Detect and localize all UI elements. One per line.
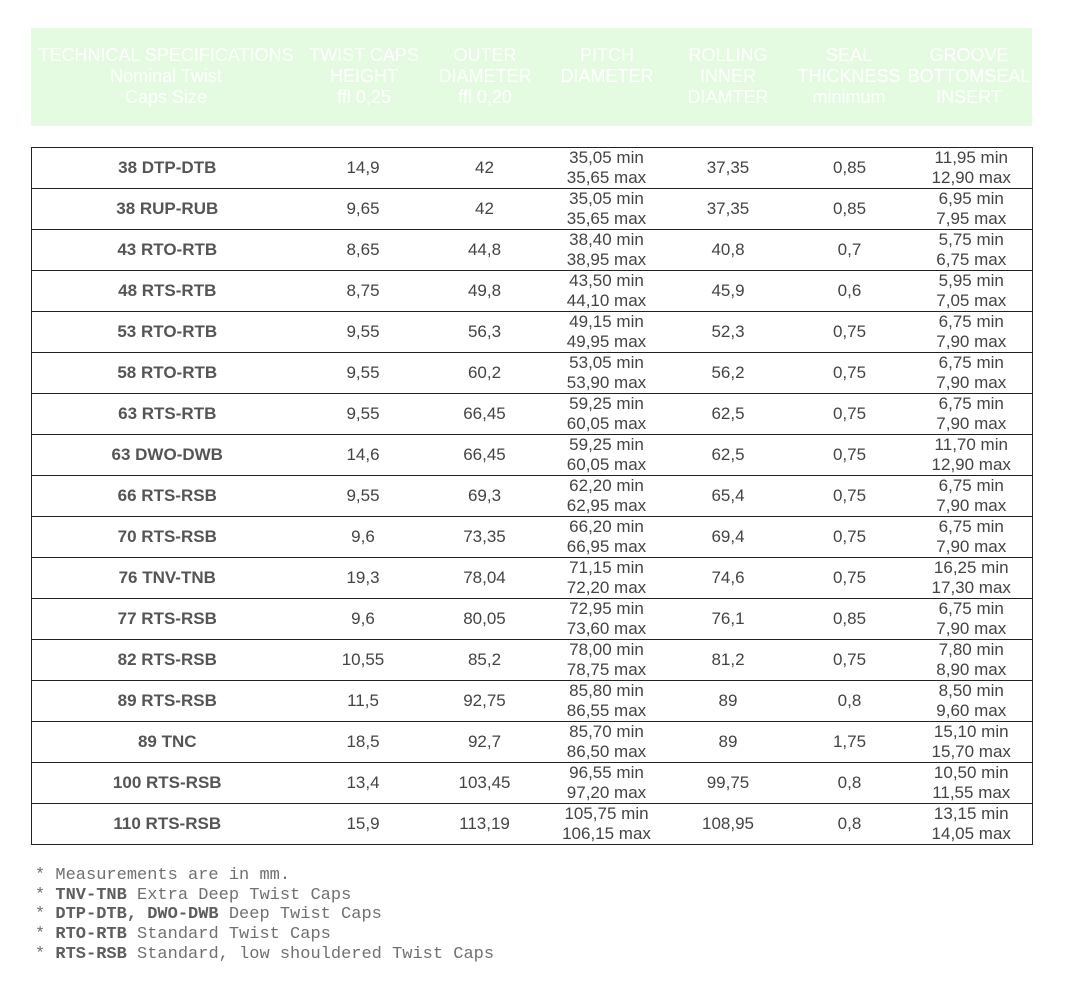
cell-pitch-diameter	[546, 230, 668, 271]
cell-groove-insert	[911, 271, 1033, 312]
cell-seal-thickness: 0,85	[789, 599, 911, 640]
cell-pitch-diameter	[546, 148, 668, 189]
cell-groove-insert-max: 14,05 max	[931, 824, 1011, 843]
header-groove-bottomseal-insert: GROOVE BOTTOMSEAL INSERT	[907, 45, 1031, 107]
cell-pitch-diameter	[546, 517, 668, 558]
footnote-code: DTP-DTB, DWO-DWB	[55, 905, 219, 925]
cell-pitch-diameter-min: 66,20 min	[569, 517, 644, 536]
cell-groove-insert-max: 11,55 max	[932, 783, 1011, 802]
cell-size: 100 RTS-RSB	[32, 763, 303, 804]
cell-groove-insert-max: 7,90 max	[936, 619, 1007, 638]
cell-rolling-inner-diameter: 62,5	[668, 435, 789, 476]
cell-pitch-diameter-min: 105,75 min	[564, 804, 649, 823]
cell-pitch-diameter-max: 72,20 max	[566, 578, 647, 597]
cell-groove-insert-min: 6,75 min	[938, 394, 1004, 413]
footnote-text: Measurements are in mm.	[55, 866, 291, 885]
cell-outer-diameter: 78,04	[424, 558, 546, 599]
cell-groove-insert	[911, 312, 1033, 353]
cell-seal-thickness: 0,75	[789, 476, 911, 517]
cell-height: 9,6	[303, 517, 424, 558]
cell-height: 8,65	[303, 230, 424, 271]
cell-rolling-inner-diameter: 74,6	[668, 558, 789, 599]
cell-size: 43 RTO-RTB	[32, 230, 303, 271]
header-seal-thickness: SEAL THICKNESS minimum	[797, 45, 901, 107]
cell-groove-insert	[911, 394, 1033, 435]
footnote-line	[35, 905, 494, 925]
cell-groove-insert-max: 7,90 max	[936, 414, 1007, 433]
cell-pitch-diameter	[546, 394, 668, 435]
cell-pitch-diameter-max: 35,65 max	[566, 209, 647, 228]
cell-groove-insert	[911, 804, 1033, 845]
footnote-code: RTS-RSB	[55, 944, 127, 964]
cell-groove-insert-max: 7,05 max	[936, 291, 1007, 310]
footnote-bullet: *	[35, 925, 56, 945]
cell-groove-insert-min: 16,25 min	[933, 558, 1009, 577]
cell-pitch-diameter-max: 53,90 max	[566, 373, 647, 392]
cell-pitch-diameter-min: 49,15 min	[569, 312, 644, 331]
cell-pitch-diameter-max: 97,20 max	[566, 783, 647, 802]
cell-groove-insert-max: 8,90 max	[936, 660, 1007, 679]
cell-outer-diameter: 80,05	[424, 599, 546, 640]
cell-groove-insert-max: 9,60 max	[936, 701, 1007, 720]
cell-groove-insert-min: 6,75 min	[938, 312, 1004, 331]
cell-pitch-diameter-max: 38,95 max	[566, 250, 647, 269]
cell-groove-insert-min: 11,70 min	[934, 435, 1008, 454]
cell-pitch-diameter-max: 49,95 max	[566, 332, 647, 351]
table-row	[32, 353, 1033, 394]
table-row	[32, 394, 1033, 435]
header-size: TECHNICAL SPECIFICATIONS Nominal Twist Caps Size	[38, 45, 294, 107]
footnote-bullet: *	[35, 944, 56, 964]
cell-pitch-diameter-min: 96,55 min	[569, 763, 644, 782]
cell-height: 13,4	[303, 763, 424, 804]
cell-groove-insert-min: 5,75 min	[938, 230, 1004, 249]
cell-groove-insert	[911, 599, 1033, 640]
cell-groove-insert	[911, 763, 1033, 804]
cell-seal-thickness: 0,7	[789, 230, 911, 271]
cell-rolling-inner-diameter: 81,2	[668, 640, 789, 681]
cell-seal-thickness: 0,75	[789, 353, 911, 394]
table-row	[32, 640, 1033, 681]
cell-pitch-diameter	[546, 312, 668, 353]
cell-groove-insert-min: 13,15 min	[933, 804, 1009, 823]
cell-height: 18,5	[303, 722, 424, 763]
cell-height: 15,9	[303, 804, 424, 845]
cell-height: 9,6	[303, 599, 424, 640]
cell-size: 38 RUP-RUB	[32, 189, 303, 230]
cell-size: 48 RTS-RTB	[32, 271, 303, 312]
cell-outer-diameter: 42	[424, 189, 546, 230]
cell-rolling-inner-diameter: 89	[668, 681, 789, 722]
cell-size: 77 RTS-RSB	[32, 599, 303, 640]
cell-pitch-diameter-min: 35,05 min	[569, 189, 644, 208]
cell-groove-insert-min: 8,50 min	[938, 681, 1004, 700]
cell-outer-diameter: 66,45	[424, 394, 546, 435]
cell-rolling-inner-diameter: 40,8	[668, 230, 789, 271]
cell-groove-insert-min: 6,95 min	[938, 189, 1004, 208]
cell-size: 63 RTS-RTB	[32, 394, 303, 435]
cell-groove-insert-min: 10,50 min	[933, 763, 1009, 782]
cell-groove-insert-max: 12,90 max	[931, 455, 1011, 474]
cell-seal-thickness: 0,75	[789, 394, 911, 435]
cell-groove-insert	[911, 722, 1033, 763]
cell-pitch-diameter-max: 106,15 max	[562, 824, 651, 843]
cell-height: 19,3	[303, 558, 424, 599]
footnote-code: RTO-RTB	[55, 925, 127, 945]
cell-pitch-diameter-min: 62,20 min	[569, 476, 644, 495]
footnote-bullet: *	[35, 866, 56, 885]
cell-outer-diameter: 113,19	[424, 804, 546, 845]
table-row	[32, 435, 1033, 476]
cell-rolling-inner-diameter: 62,5	[668, 394, 789, 435]
cell-size: 38 DTP-DTB	[32, 148, 303, 189]
cell-pitch-diameter	[546, 763, 668, 804]
footnote-text: Deep Twist Caps	[218, 905, 382, 925]
cell-pitch-diameter	[546, 640, 668, 681]
header-height: TWIST CAPS HEIGHT ffl 0,25	[309, 45, 419, 107]
cell-rolling-inner-diameter: 56,2	[668, 353, 789, 394]
cell-pitch-diameter-max: 35,65 max	[566, 168, 647, 187]
cell-height: 9,65	[303, 189, 424, 230]
cell-size: 110 RTS-RSB	[32, 804, 303, 845]
cell-rolling-inner-diameter: 52,3	[668, 312, 789, 353]
cell-height: 11,5	[303, 681, 424, 722]
cell-groove-insert	[911, 517, 1033, 558]
footnote-line	[35, 945, 494, 965]
cell-seal-thickness: 0,8	[789, 681, 911, 722]
cell-pitch-diameter-min: 72,95 min	[569, 599, 644, 618]
cell-groove-insert-max: 12,90 max	[931, 168, 1011, 187]
table-row	[32, 558, 1033, 599]
cell-outer-diameter: 92,75	[424, 681, 546, 722]
header-rolling-inner-diameter: ROLLING INNER DIAMTER	[687, 45, 769, 107]
cell-groove-insert	[911, 558, 1033, 599]
cell-outer-diameter: 73,35	[424, 517, 546, 558]
footnote-bullet: *	[35, 905, 56, 925]
cell-pitch-diameter-max: 73,60 max	[566, 619, 647, 638]
cell-groove-insert	[911, 230, 1033, 271]
cell-groove-insert-min: 6,75 min	[938, 599, 1004, 618]
cell-pitch-diameter-max: 60,05 max	[566, 455, 647, 474]
cell-rolling-inner-diameter: 45,9	[668, 271, 789, 312]
cell-groove-insert-min: 5,95 min	[938, 271, 1004, 290]
cell-groove-insert	[911, 476, 1033, 517]
cell-height: 9,55	[303, 394, 424, 435]
cell-seal-thickness: 0,75	[789, 435, 911, 476]
cell-size: 58 RTO-RTB	[32, 353, 303, 394]
cell-outer-diameter: 69,3	[424, 476, 546, 517]
cell-rolling-inner-diameter: 99,75	[668, 763, 789, 804]
cell-outer-diameter: 60,2	[424, 353, 546, 394]
cell-pitch-diameter-min: 59,25 min	[569, 394, 644, 413]
table-row	[32, 681, 1033, 722]
footnote-text: Standard, low shouldered Twist Caps	[126, 944, 495, 964]
table-row	[32, 722, 1033, 763]
footnotes	[35, 866, 494, 965]
cell-seal-thickness: 0,85	[789, 189, 911, 230]
cell-seal-thickness: 1,75	[789, 722, 911, 763]
table-row	[32, 763, 1033, 804]
cell-pitch-diameter	[546, 476, 668, 517]
cell-groove-insert-max: 17,30 max	[931, 578, 1011, 597]
cell-pitch-diameter	[546, 435, 668, 476]
cell-groove-insert-min: 6,75 min	[938, 353, 1004, 372]
footnote-line	[35, 866, 494, 886]
cell-seal-thickness: 0,75	[789, 640, 911, 681]
cell-rolling-inner-diameter: 108,95	[668, 804, 789, 845]
cell-groove-insert	[911, 435, 1033, 476]
cell-groove-insert-max: 6,75 max	[936, 250, 1007, 269]
cell-groove-insert	[911, 681, 1033, 722]
cell-pitch-diameter-min: 85,80 min	[569, 681, 644, 700]
cell-height: 14,9	[303, 148, 424, 189]
cell-pitch-diameter	[546, 722, 668, 763]
footnote-text: Standard Twist Caps	[126, 925, 331, 945]
cell-rolling-inner-diameter: 89	[668, 722, 789, 763]
cell-groove-insert-max: 7,90 max	[936, 537, 1007, 556]
cell-seal-thickness: 0,75	[789, 558, 911, 599]
cell-size: 76 TNV-TNB	[32, 558, 303, 599]
cell-groove-insert	[911, 189, 1033, 230]
cell-groove-insert-min: 15,10 min	[933, 722, 1009, 741]
table-row	[32, 230, 1033, 271]
cell-pitch-diameter-max: 86,55 max	[566, 701, 647, 720]
cell-seal-thickness: 0,6	[789, 271, 911, 312]
cell-rolling-inner-diameter: 69,4	[668, 517, 789, 558]
cell-groove-insert-max: 7,90 max	[936, 496, 1007, 515]
cell-seal-thickness: 0,85	[789, 148, 911, 189]
cell-pitch-diameter-min: 53,05 min	[569, 353, 644, 372]
cell-pitch-diameter-max: 62,95 max	[566, 496, 647, 515]
footnote-text: Extra Deep Twist Caps	[126, 885, 352, 905]
cell-groove-insert-max: 7,90 max	[936, 332, 1007, 351]
cell-size: 89 RTS-RSB	[32, 681, 303, 722]
table-row	[32, 476, 1033, 517]
cell-pitch-diameter-min: 85,70 min	[569, 722, 644, 741]
table-row	[32, 189, 1033, 230]
cell-seal-thickness: 0,75	[789, 517, 911, 558]
cell-outer-diameter: 66,45	[424, 435, 546, 476]
cell-size: 53 RTO-RTB	[32, 312, 303, 353]
cell-pitch-diameter	[546, 804, 668, 845]
cell-groove-insert-max: 7,95 max	[936, 209, 1007, 228]
footnote-line	[35, 886, 494, 906]
table-row	[32, 517, 1033, 558]
cell-pitch-diameter-max: 44,10 max	[566, 291, 647, 310]
cell-height: 14,6	[303, 435, 424, 476]
specifications-table-body	[32, 148, 1033, 845]
cell-rolling-inner-diameter: 37,35	[668, 148, 789, 189]
table-row	[32, 599, 1033, 640]
table-row	[32, 312, 1033, 353]
cell-outer-diameter: 49,8	[424, 271, 546, 312]
cell-rolling-inner-diameter: 37,35	[668, 189, 789, 230]
cell-pitch-diameter-min: 78,00 min	[569, 640, 644, 659]
cell-groove-insert-min: 11,95 min	[934, 148, 1008, 167]
cell-size: 82 RTS-RSB	[32, 640, 303, 681]
cell-outer-diameter: 92,7	[424, 722, 546, 763]
cell-seal-thickness: 0,8	[789, 763, 911, 804]
cell-groove-insert-min: 6,75 min	[938, 476, 1004, 495]
cell-size: 63 DWO-DWB	[32, 435, 303, 476]
cell-rolling-inner-diameter: 65,4	[668, 476, 789, 517]
cell-pitch-diameter-max: 66,95 max	[566, 537, 647, 556]
cell-seal-thickness: 0,75	[789, 312, 911, 353]
cell-pitch-diameter-max: 78,75 max	[566, 660, 647, 679]
cell-groove-insert	[911, 640, 1033, 681]
cell-pitch-diameter	[546, 558, 668, 599]
cell-outer-diameter: 85,2	[424, 640, 546, 681]
cell-outer-diameter: 56,3	[424, 312, 546, 353]
cell-pitch-diameter-min: 43,50 min	[569, 271, 644, 290]
cell-seal-thickness: 0,8	[789, 804, 911, 845]
cell-height: 9,55	[303, 353, 424, 394]
header-outer-diameter: OUTER DIAMETER ffl 0,20	[438, 45, 532, 107]
cell-pitch-diameter	[546, 353, 668, 394]
cell-groove-insert-max: 7,90 max	[936, 373, 1007, 392]
cell-size: 66 RTS-RSB	[32, 476, 303, 517]
cell-pitch-diameter	[546, 681, 668, 722]
cell-pitch-diameter-max: 60,05 max	[566, 414, 647, 433]
cell-rolling-inner-diameter: 76,1	[668, 599, 789, 640]
cell-groove-insert-min: 7,80 min	[938, 640, 1004, 659]
cell-pitch-diameter-min: 38,40 min	[569, 230, 644, 249]
table-row	[32, 148, 1033, 189]
cell-outer-diameter: 103,45	[424, 763, 546, 804]
cell-pitch-diameter	[546, 599, 668, 640]
cell-groove-insert	[911, 148, 1033, 189]
cell-height: 10,55	[303, 640, 424, 681]
cell-height: 8,75	[303, 271, 424, 312]
cell-pitch-diameter-min: 35,05 min	[569, 148, 644, 167]
footnote-line	[35, 925, 494, 945]
specifications-table	[31, 147, 1033, 845]
cell-outer-diameter: 44,8	[424, 230, 546, 271]
cell-groove-insert-max: 15,70 max	[931, 742, 1011, 761]
cell-size: 70 RTS-RSB	[32, 517, 303, 558]
cell-groove-insert-min: 6,75 min	[938, 517, 1004, 536]
cell-outer-diameter: 42	[424, 148, 546, 189]
cell-height: 9,55	[303, 476, 424, 517]
cell-pitch-diameter	[546, 189, 668, 230]
cell-size: 89 TNC	[32, 722, 303, 763]
header-pitch-diameter: PITCH DIAMETER	[560, 45, 654, 86]
footnote-code: TNV-TNB	[55, 885, 127, 905]
table-row	[32, 804, 1033, 845]
cell-height: 9,55	[303, 312, 424, 353]
cell-pitch-diameter-min: 71,15 min	[569, 558, 644, 577]
cell-pitch-diameter-max: 86,50 max	[566, 742, 647, 761]
cell-pitch-diameter-min: 59,25 min	[569, 435, 644, 454]
cell-pitch-diameter	[546, 271, 668, 312]
cell-groove-insert	[911, 353, 1033, 394]
footnote-bullet: *	[35, 885, 56, 905]
table-row	[32, 271, 1033, 312]
table-header-band	[31, 28, 1032, 126]
